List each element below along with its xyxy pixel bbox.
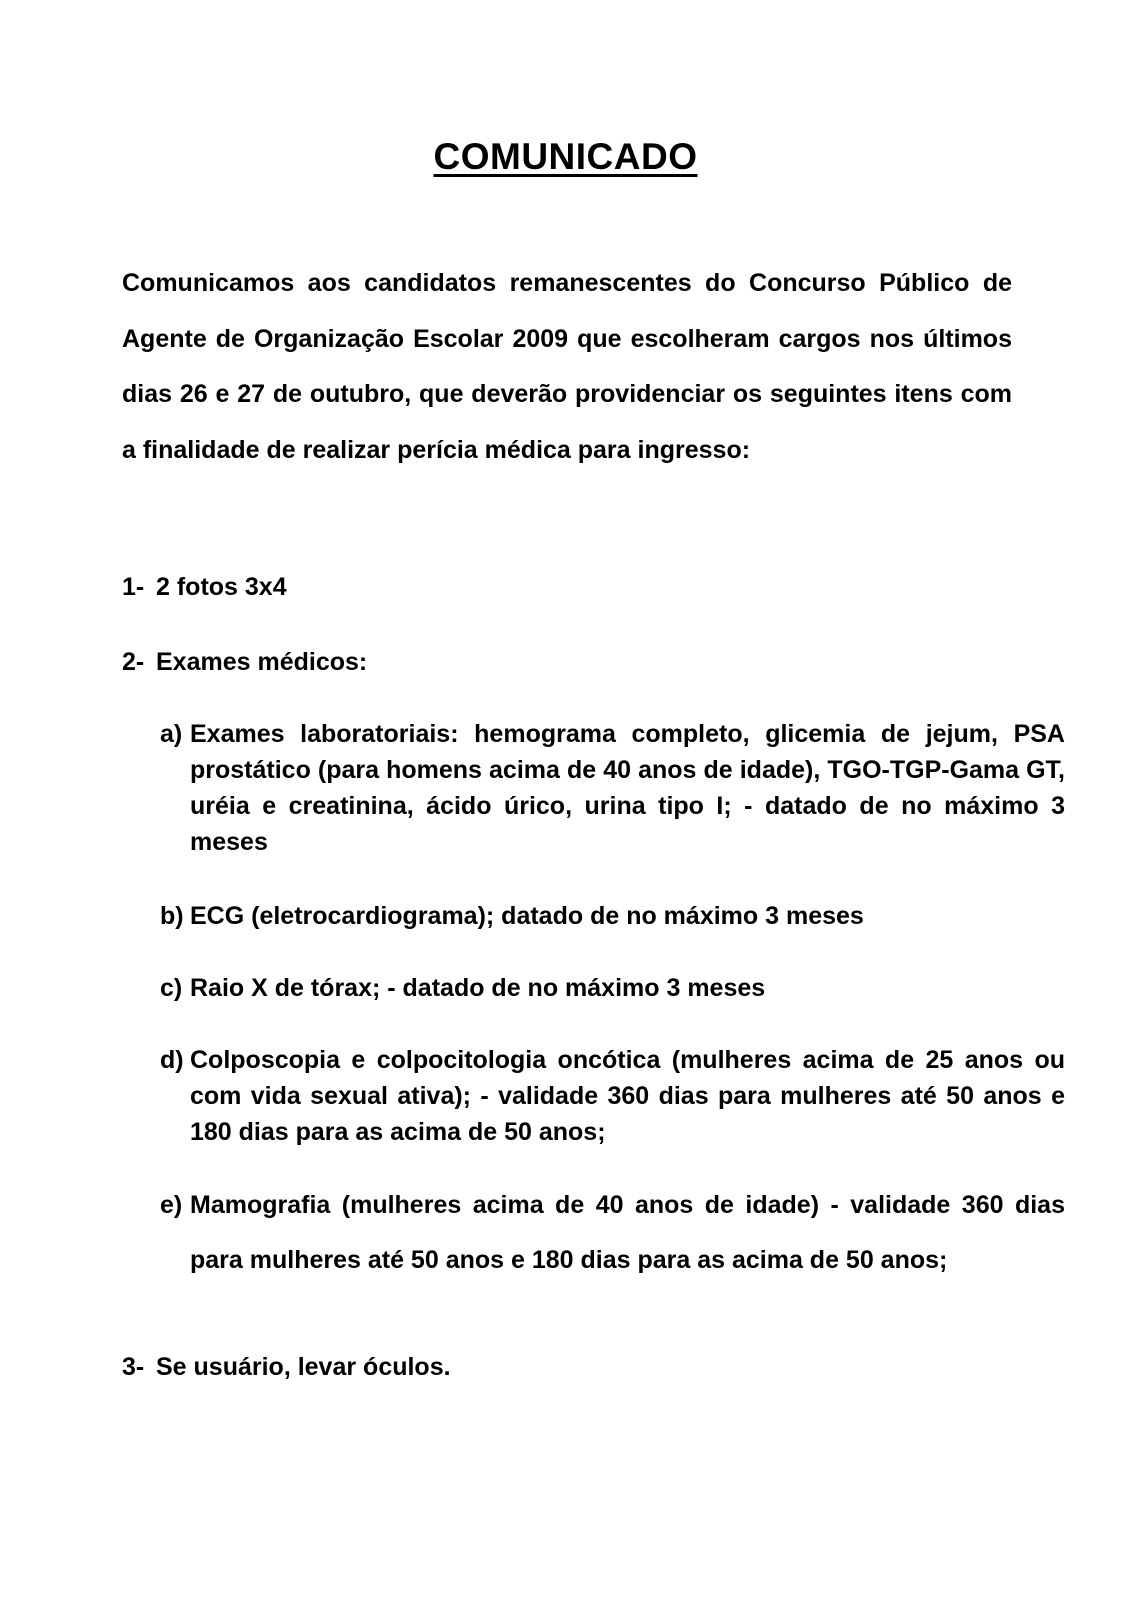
exam-item-text: Exames laboratoriais: hemograma completo, glicemia de jejum, PSA prostático (para homens acima de 40 anos de idade), TGO-TGP-Gama GT, uréia e creatinina, ácido úrico, urina tipo I; - datado de no máximo 3 meses (190, 720, 1065, 856)
exam-item-b (160, 898, 1065, 934)
exam-item-text: Raio X de tórax; - datado de no máximo 3 meses (190, 974, 766, 1002)
exam-item-letter: a) (160, 720, 183, 748)
list-item-number: 2- (122, 648, 145, 676)
intro-paragraph: Comunicamos aos candidatos remanescentes do Concurso Público de Agente de Organização Escolar 2009 que escolheram cargos nos últimos dias 26 e 27 de outubro, que deverão providenciar os seguintes itens com a finalidade de realizar perícia médica para ingresso: (122, 269, 1012, 464)
exam-item-text: ECG (eletrocardiograma); datado de no máximo 3 meses (190, 902, 864, 930)
exam-item-d (160, 1042, 1065, 1150)
list-item-number: 1- (122, 573, 145, 601)
document-title: COMUNICADO (433, 136, 698, 177)
exam-item-letter: c) (160, 974, 183, 1002)
list-item-2 (122, 647, 367, 677)
exam-item-letter: e) (160, 1191, 183, 1219)
list-item-number: 3- (122, 1353, 145, 1381)
exam-item-c (160, 970, 1065, 1006)
exam-item-e (160, 1178, 1065, 1288)
list-item-3 (122, 1352, 451, 1382)
list-item-1 (122, 572, 287, 602)
exam-item-letter: d) (160, 1046, 184, 1074)
list-item-text: 2 fotos 3x4 (156, 573, 287, 601)
list-item-text: Se usuário, levar óculos. (156, 1353, 451, 1381)
exam-item-letter: b) (160, 902, 184, 930)
list-item-text: Exames médicos: (156, 648, 368, 676)
exam-item-text: Colposcopia e colpocitologia oncótica (mulheres acima de 25 anos ou com vida sexual ativa); - validade 360 dias para mulheres até 50 anos e 180 dias para as acima de 50 anos; (190, 1046, 1065, 1146)
exam-item-text: Mamografia (mulheres acima de 40 anos de idade) - validade 360 dias para mulheres até 50 anos e 180 dias para as acima de 50 anos; (190, 1191, 1065, 1274)
exam-item-a (160, 716, 1065, 860)
